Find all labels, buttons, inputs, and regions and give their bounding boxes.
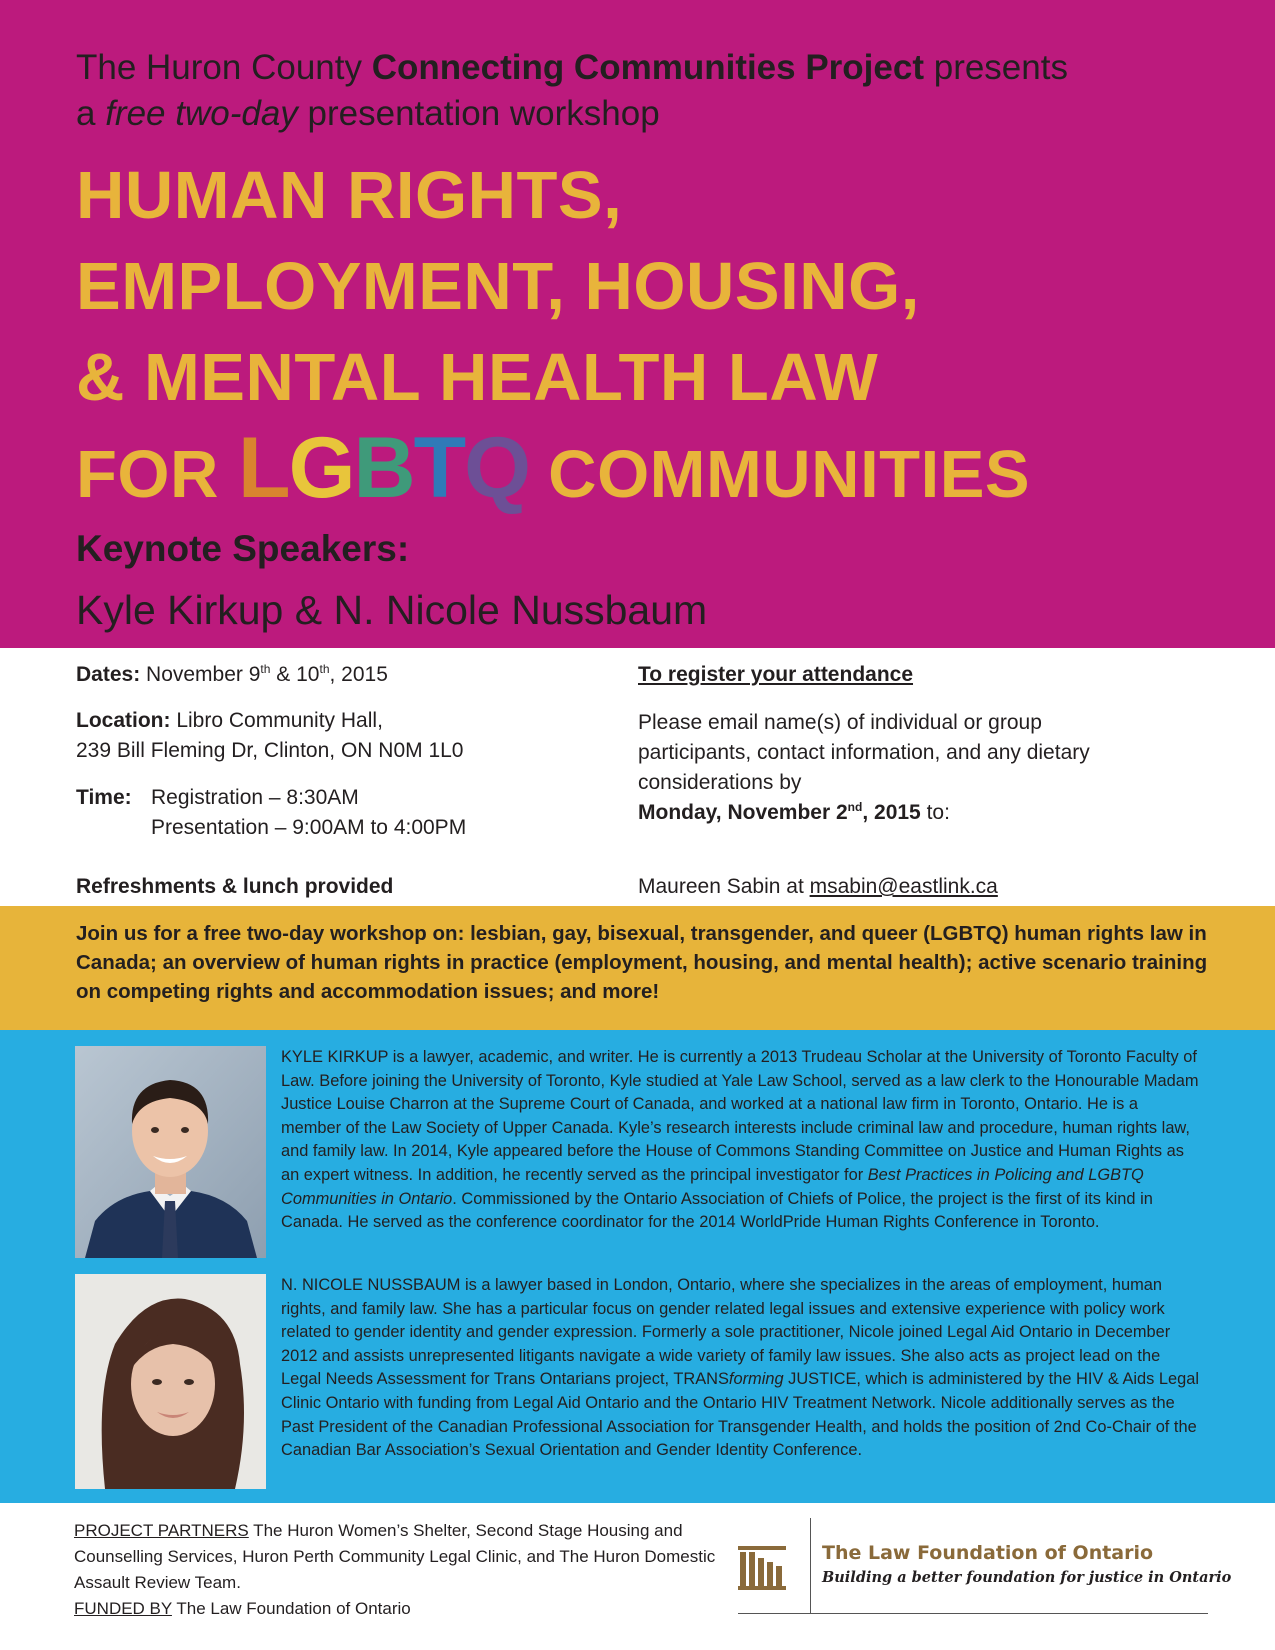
event-title — [76, 150, 1030, 520]
title-communities: COMMUNITIES — [529, 437, 1031, 512]
lgbtq-letter-b: B — [353, 420, 414, 516]
speakers-band — [0, 1030, 1275, 1503]
logo-divider-vertical — [810, 1518, 811, 1614]
keynote-names: Kyle Kirkup & N. Nicole Nussbaum — [76, 587, 708, 633]
footer-credits — [74, 1518, 734, 1622]
intro2-emphasis: free two-day — [105, 94, 298, 133]
kyle-bio-report-title: Best Practices in Policing and LGBTQ Communities in Ontario — [281, 1165, 1144, 1208]
funded-text: The Law Foundation of Ontario — [171, 1599, 411, 1618]
title-line-1: HUMAN RIGHTS, — [76, 158, 623, 233]
deadline-b: , 2015 — [862, 801, 921, 824]
time-row — [76, 783, 466, 843]
nicole-nussbaum-photo — [75, 1274, 266, 1489]
title-for: FOR — [76, 437, 239, 512]
register-instructions — [638, 708, 1090, 828]
project-name: Connecting Communities Project — [371, 48, 924, 87]
lgbtq-letter-g: G — [288, 420, 354, 516]
location-label: Location: — [76, 709, 171, 732]
dates-row — [76, 660, 388, 690]
register-line-3: considerations by — [638, 771, 802, 794]
kyle-kirkup-bio — [281, 1046, 1201, 1235]
kyle-bio-part-b: . Commissioned by the Ontario Association of Chiefs of Police, the project is the first of its kind in Canada. He served as the conference coordinator for the 2014 WorldPride Human Rights Conference in Toronto. — [281, 1189, 1153, 1232]
header-banner — [0, 0, 1275, 648]
register-heading — [638, 660, 913, 690]
intro2-suffix: presentation workshop — [297, 94, 660, 133]
location-row — [76, 706, 464, 766]
kyle-bio-part-a: is a lawyer, academic, and writer. He is currently a 2013 Trudeau Scholar at the University of Toronto Faculty of Law. Before joining the University of Toronto, Kyle studied at Yale Law School, served as a law clerk to the Honourable Madam Justice Louise Charron at the Supreme Court of Canada, and worked at a national law firm in Toronto, Ontario. He is a member of the Law Society of Upper Canada. Kyle’s research interests include criminal law and procedure, human rights law, and family law. In 2014, Kyle appeared before the House of Commons Standing Committee on Justice and Human Rights as an expert witness. In addition, he recently served as the principal investigator for — [281, 1048, 1199, 1184]
intro-line-2 — [76, 92, 660, 136]
location-line-2: 239 Bill Fleming Dr, Clinton, ON N0M 1L0 — [76, 739, 464, 762]
partners-text: The Huron Women’s Shelter, Second Stage Housing and Counselling Services, Huron Perth Community Legal Clinic, and The Huron Domestic Assault Review Team. — [74, 1521, 716, 1592]
lgbtq-letter-q: Q — [464, 420, 530, 516]
title-line-3: & MENTAL HEALTH LAW — [76, 340, 879, 415]
refreshments-text: Refreshments & lunch provided — [76, 875, 394, 898]
contact-prefix: Maureen Sabin at — [638, 875, 810, 898]
intro-suffix: presents — [924, 48, 1068, 87]
logo-divider-horizontal — [738, 1613, 1208, 1614]
columns-icon — [738, 1540, 786, 1592]
contact-row — [638, 872, 998, 902]
workshop-summary: Join us for a free two-day workshop on: lesbian, gay, bisexual, transgender, and queer (LGBTQ) human rights law in Canada; an overview of human rights in practice (employment, housing, and mental health); active scenario training on competing rights and accommodation issues; and more! — [76, 922, 1208, 1003]
kyle-kirkup-photo — [75, 1046, 266, 1258]
kyle-kirkup-name: KYLE KIRKUP — [281, 1048, 389, 1066]
deadline-to: to: — [920, 801, 950, 824]
dates-sup-1: th — [260, 662, 271, 676]
partners-label: PROJECT PARTNERS — [74, 1521, 249, 1540]
refreshments-note — [76, 872, 393, 902]
lgbtq-rainbow-word — [238, 420, 529, 516]
register-heading-text: To register your attendance — [638, 663, 914, 686]
register-line-1: Please email name(s) of individual or group — [638, 711, 1042, 734]
nicole-nussbaum-bio — [281, 1274, 1201, 1463]
dates-value-b: & 10 — [270, 663, 320, 686]
dates-value-c: , 2015 — [329, 663, 388, 686]
intro2-prefix: a — [76, 94, 106, 133]
location-line-1: Libro Community Hall, — [170, 709, 383, 732]
lgbtq-letter-t: T — [413, 420, 465, 516]
logo-tagline: Building a better foundation for justice in Ontario — [822, 1569, 1232, 1586]
project-partners — [74, 1518, 734, 1596]
nicole-bio-emphasis: forming — [728, 1370, 784, 1389]
intro-line-1 — [76, 46, 1068, 90]
funded-by — [74, 1596, 734, 1622]
dates-value-a: November 9 — [140, 663, 261, 686]
register-line-2: participants, contact information, and any dietary — [638, 741, 1090, 764]
time-label: Time: — [76, 786, 132, 809]
intro-prefix: The Huron County — [76, 48, 372, 87]
nicole-nussbaum-name: N. NICOLE NUSSBAUM — [281, 1276, 461, 1294]
dates-sup-2: th — [319, 662, 330, 676]
deadline-a: Monday, November 2 — [638, 801, 848, 824]
logo-name: The Law Foundation of Ontario — [822, 1542, 1154, 1564]
nicole-bio-part-b: JUSTICE, which is administered by the HIV & Aids Legal Clinic Ontario with funding from Legal Aid Ontario and the Ontario HIV Treatment Network. Nicole additionally serves as the Past President of the Canadian Professional Association for Transgender Health, and holds the position of 2nd Co-Chair of the Canadian Bar Association’s Sexual Orientation and Gender Identity Conference. — [281, 1370, 1199, 1460]
dates-label: Dates: — [76, 663, 141, 686]
register-deadline — [638, 798, 1090, 828]
nicole-bio-part-a: is a lawyer based in London, Ontario, where she specializes in the areas of employment, human rights, and family law. She has a particular focus on gender related legal issues and extensive experience with policy work related to gender identity and gender expression. Formerly a sole practitioner, Nicole joined Legal Aid Ontario in December 2012 and assists unrepresented litigants navigate a wide variety of family law issues. She also acts as project lead on the Legal Needs Assessment for Trans Ontarians project, TRANS — [281, 1276, 1171, 1389]
contact-email-link[interactable]: msabin@eastlink.ca — [809, 875, 998, 898]
funded-label: FUNDED BY — [74, 1599, 172, 1618]
lgbtq-letter-l: L — [238, 420, 289, 516]
title-line-4 — [76, 420, 1031, 520]
workshop-summary-band — [0, 906, 1275, 1030]
time-registration: Registration – 8:30AM — [151, 786, 359, 809]
keynote-label: Keynote Speakers: — [76, 528, 410, 569]
title-line-2: EMPLOYMENT, HOUSING, — [76, 249, 920, 324]
law-foundation-logo — [738, 1518, 1232, 1614]
deadline-sup: nd — [847, 800, 863, 814]
time-presentation: Presentation – 9:00AM to 4:00PM — [151, 816, 467, 839]
